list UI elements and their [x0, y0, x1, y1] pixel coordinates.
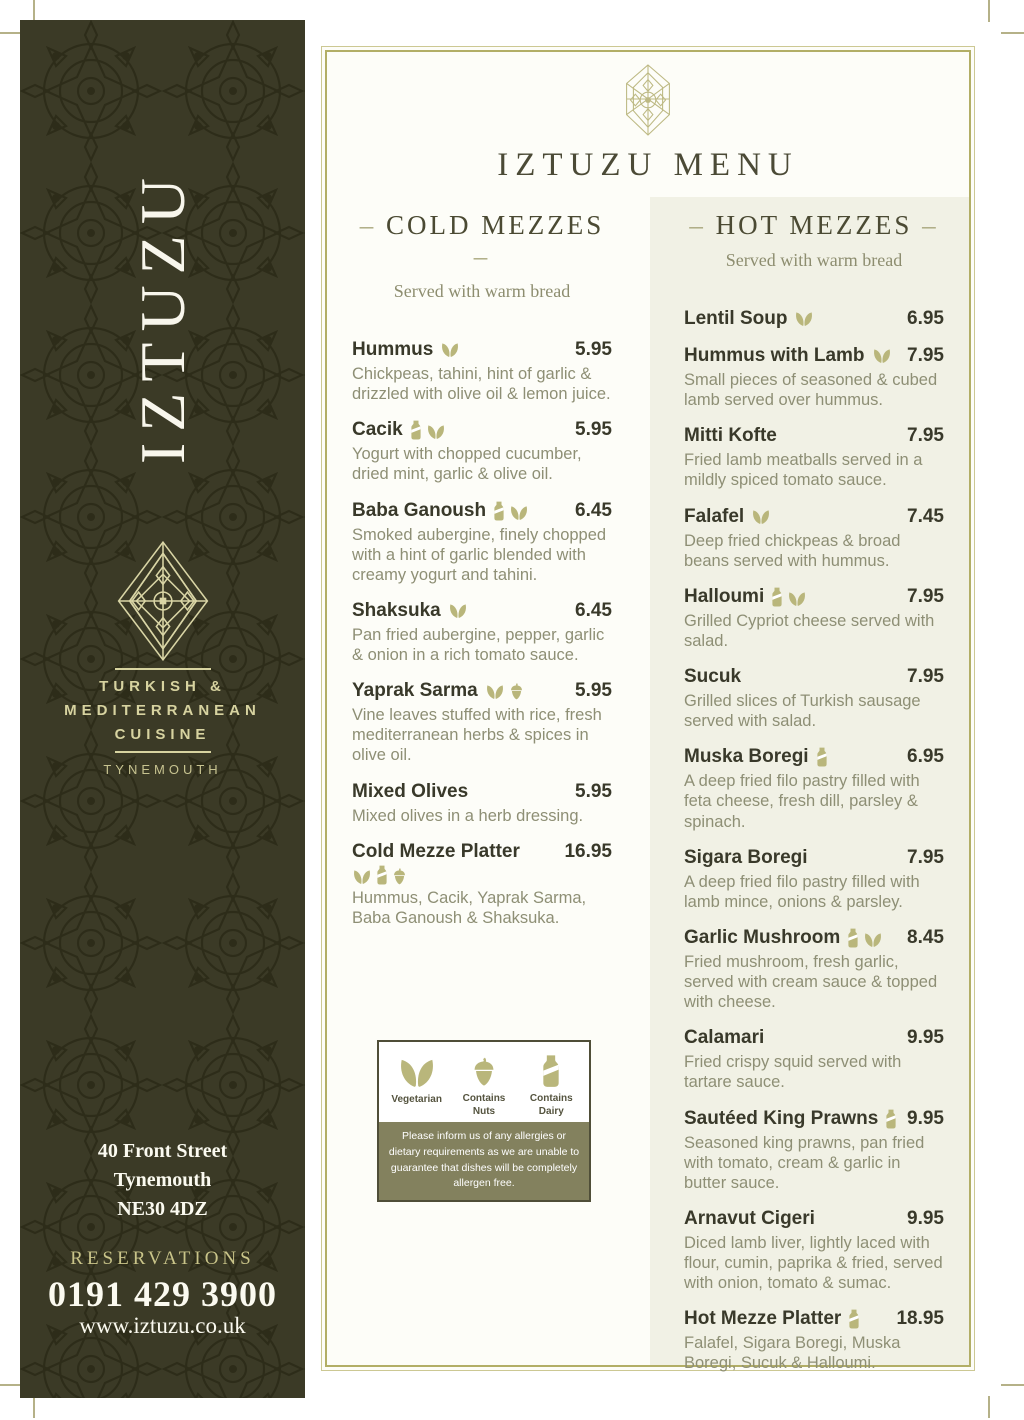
item-price: 6.45	[575, 599, 612, 621]
item-price: 7.95	[907, 425, 944, 447]
item-description: Chickpeas, tahini, hint of garlic & drizzled with olive oil & lemon juice.	[352, 365, 611, 404]
address-line: 40 Front Street	[97, 1140, 228, 1162]
bottle-icon	[847, 928, 859, 948]
item-price: 7.95	[907, 585, 944, 607]
menu-item	[684, 1108, 944, 1193]
menu-item	[352, 419, 612, 484]
leaf-icon	[352, 869, 372, 885]
item-description: Fried mushroom, fresh garlic, served with cream sauce & topped with cheese.	[684, 952, 938, 1012]
item-name: Baba Ganoush	[352, 499, 487, 521]
menu-item	[684, 1027, 944, 1092]
section-title: – HOT MEZZES –	[689, 210, 939, 240]
menu-item	[352, 600, 612, 665]
legend-label: Vegetarian	[391, 1094, 442, 1105]
item-name: Muska Boregi	[684, 746, 809, 768]
item-price: 16.95	[564, 840, 612, 862]
menu-item	[684, 308, 944, 330]
leaf-icon	[794, 311, 814, 327]
menu-item	[352, 680, 612, 765]
legend-label: Contains Nuts	[462, 1093, 506, 1117]
bottle-icon	[816, 747, 828, 767]
address-line: NE30 4DZ	[117, 1198, 208, 1220]
decorative-dash: –	[473, 241, 491, 271]
item-description: Deep fried chickpeas & broad beans served with hummus.	[684, 531, 901, 570]
bottle-icon	[410, 420, 422, 440]
menu-panel	[325, 50, 971, 1373]
item-price: 7.95	[907, 666, 944, 687]
item-name: Halloumi	[684, 585, 765, 607]
item-price: 8.45	[907, 926, 944, 948]
section-subtitle: Served with warm bread	[393, 281, 571, 301]
crop-mark	[1001, 1384, 1024, 1386]
acorn-icon	[509, 683, 524, 700]
item-description: Fried lamb meatballs served in a mildly spiced tomato sauce.	[684, 451, 923, 490]
item-name: Calamari	[684, 1027, 765, 1049]
bottle-icon	[848, 1309, 860, 1329]
item-list	[352, 339, 612, 928]
bottle-icon	[885, 1109, 897, 1129]
item-name: Falafel	[684, 505, 745, 527]
item-description: Smoked aubergine, finely chopped with a hint of garlic blended with creamy yogurt and tahini.	[352, 525, 607, 584]
leaf-icon	[440, 342, 460, 358]
leaf-icon	[787, 591, 807, 607]
item-name: Sigara Boregi	[684, 846, 808, 868]
item-price: 9.95	[907, 1027, 944, 1049]
brand-vertical-title: IZTUZU	[126, 167, 198, 465]
decorative-dash: –	[912, 210, 939, 240]
item-name: Hot Mezze Platter	[684, 1308, 842, 1330]
leaf-icon	[426, 424, 446, 440]
leaf-icon	[872, 348, 892, 364]
acorn-icon	[392, 868, 407, 885]
website-url: www.iztuzu.co.uk	[79, 1313, 246, 1338]
bottle-icon	[493, 501, 505, 521]
address-block	[20, 1137, 305, 1224]
menu-item	[352, 339, 612, 404]
item-name: Mixed Olives	[352, 780, 469, 802]
allergen-legend	[377, 1040, 591, 1202]
crop-mark	[988, 1396, 990, 1418]
item-description: Seasoned king prawns, pan fried with tomato, cream & garlic in butter sauce.	[684, 1133, 925, 1192]
item-description: Hummus, Cacik, Yaprak Sarma, Baba Ganoush & Shaksuka.	[352, 888, 587, 927]
item-name: Lentil Soup	[684, 308, 788, 329]
item-price: 7.95	[907, 846, 944, 868]
tagline-line: MEDITERRANEAN	[64, 702, 261, 719]
bottle-icon	[376, 865, 388, 885]
crop-mark	[1001, 32, 1024, 34]
item-description: Yogurt with chopped cucumber, dried mint, garlic & olive oil.	[352, 445, 582, 484]
legend-label: Contains Dairy	[529, 1093, 573, 1117]
item-description: Vine leaves stuffed with rice, fresh mediterranean herbs & spices in olive oil.	[352, 706, 602, 765]
item-name: Sucuk	[684, 666, 742, 687]
menu-item	[352, 841, 612, 928]
item-price: 7.95	[907, 345, 944, 366]
item-price: 5.95	[575, 419, 612, 441]
item-price: 5.95	[575, 339, 612, 360]
legend-item	[452, 1056, 516, 1118]
item-price: 18.95	[896, 1308, 944, 1330]
brand-logo	[20, 540, 305, 662]
item-name: Garlic Mushroom	[684, 926, 841, 948]
hot-mezzes-section	[684, 210, 944, 1374]
item-description: A deep fried filo pastry filled with lamb mince, onions & parsley.	[684, 872, 920, 911]
item-price: 5.95	[575, 680, 612, 702]
ornament-diamond-icon	[616, 64, 680, 136]
leaf-icon	[448, 603, 468, 619]
menu-item	[684, 927, 944, 1012]
sidebar	[20, 20, 305, 1398]
leaf-icon	[751, 509, 771, 525]
menu-header	[327, 64, 969, 184]
menu-item	[684, 666, 944, 731]
item-name: Arnavut Cigeri	[684, 1207, 815, 1229]
menu-item	[684, 586, 944, 651]
location-label: TYNEMOUTH	[103, 762, 222, 777]
menu-item	[684, 425, 944, 490]
address-line: Tynemouth	[113, 1169, 212, 1191]
legend-icons-row	[379, 1042, 589, 1122]
item-price: 9.95	[907, 1207, 944, 1229]
section-title: – COLD MEZZES –	[359, 210, 605, 271]
crop-mark	[33, 1396, 35, 1418]
item-price: 9.95	[907, 1107, 944, 1129]
crop-mark	[33, 0, 35, 22]
tagline-line: TURKISH &	[99, 678, 226, 695]
leaf-icon	[485, 684, 505, 700]
decorative-dash: –	[359, 210, 386, 240]
item-name: Cacik	[352, 419, 403, 441]
phone-number: 0191 429 3900	[48, 1274, 277, 1314]
section-subtitle: Served with warm bread	[725, 250, 903, 270]
item-name: Sautéed King Prawns	[684, 1107, 879, 1129]
item-description: A deep fried filo pastry filled with feta cheese, fresh dill, parsley & spinach.	[684, 772, 920, 831]
menu-item	[352, 781, 612, 826]
item-price: 7.45	[907, 505, 944, 527]
crop-mark	[988, 0, 990, 22]
tagline-line: CUISINE	[114, 726, 211, 743]
item-description: Falafel, Sigara Boregi, Muska Boregi, Sucuk & Halloumi.	[684, 1334, 901, 1373]
divider	[115, 668, 211, 670]
menu-item	[684, 1208, 944, 1293]
menu-item	[684, 847, 944, 912]
item-list	[684, 308, 944, 1374]
acorn-icon	[471, 1056, 497, 1088]
item-price: 6.95	[907, 308, 944, 329]
brand-tagline	[20, 668, 305, 777]
leaf-icon	[509, 505, 529, 521]
menu-title: IZTUZU MENU	[497, 147, 799, 183]
leaf-icon	[397, 1057, 437, 1089]
item-description: Diced lamb liver, lightly laced with flour, cumin, paprika & fried, served with onion, tomato & sumac.	[684, 1233, 943, 1293]
diamond-logo-icon	[107, 540, 219, 662]
item-name: Cold Mezze Platter	[352, 840, 520, 862]
item-name: Shaksuka	[352, 599, 441, 621]
item-name: Mitti Kofte	[684, 425, 777, 447]
legend-item	[385, 1057, 449, 1118]
menu-item	[684, 345, 944, 410]
leaf-icon	[863, 932, 883, 948]
decorative-dash: –	[689, 210, 716, 240]
reservations-label: RESERVATIONS	[70, 1248, 255, 1269]
item-name: Hummus with Lamb	[684, 345, 865, 366]
bottle-icon	[771, 587, 783, 607]
item-description: Grilled slices of Turkish sausage served with salad.	[684, 692, 921, 731]
item-description: Small pieces of seasoned & cubed lamb served over hummus.	[684, 371, 938, 410]
item-name: Hummus	[352, 339, 434, 360]
menu-item	[684, 506, 944, 571]
item-price: 5.95	[575, 780, 612, 802]
menu-item	[684, 746, 944, 831]
cold-mezzes-section	[352, 210, 612, 928]
item-price: 6.95	[907, 746, 944, 768]
item-description: Fried crispy squid served with tartare sauce.	[684, 1053, 902, 1092]
item-description: Pan fried aubergine, pepper, garlic & onion in a rich tomato sauce.	[352, 625, 605, 664]
item-price: 6.45	[575, 499, 612, 521]
item-description: Mixed olives in a herb dressing.	[352, 806, 584, 825]
legend-item	[519, 1054, 583, 1118]
menu-item	[684, 1308, 944, 1373]
item-name: Yaprak Sarma	[352, 680, 478, 702]
allergen-notice: Please inform us of any allergies or dietary requirements as we are unable to guarantee that dishes will be completely allergen free.	[379, 1122, 589, 1200]
item-description: Grilled Cypriot cheese served with salad.	[684, 611, 935, 650]
divider	[115, 751, 211, 753]
menu-item	[352, 500, 612, 585]
bottle-icon	[541, 1054, 561, 1088]
